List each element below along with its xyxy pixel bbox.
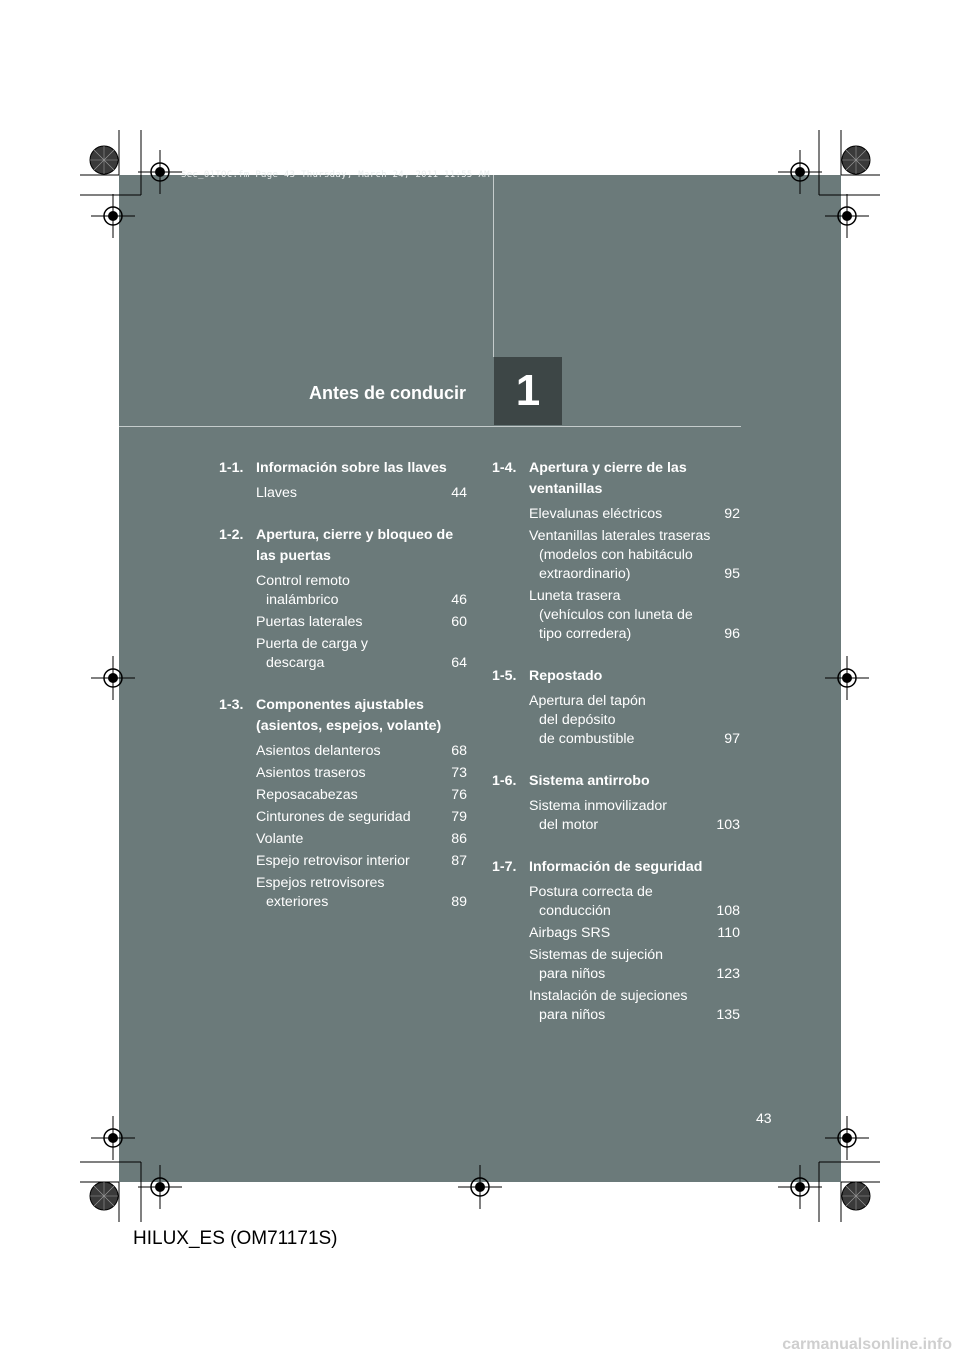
toc-entry-page: 95: [724, 566, 740, 582]
toc-entry-page: 68: [451, 743, 467, 759]
toc-entry-line: Control remoto: [256, 573, 350, 589]
toc-entry-line-text: extraordinario): [539, 566, 631, 582]
toc-entry-line: (vehículos con luneta de: [539, 607, 693, 623]
toc-entry-line: Sistema inmovilizador: [529, 798, 667, 814]
toc-entry-line: Sistemas de sujeción: [529, 947, 664, 963]
page-number: 43: [756, 1110, 772, 1126]
toc-entry-page: 44: [451, 485, 467, 501]
toc-entry-line-text: Llaves: [256, 485, 298, 501]
chapter-title: Antes de conducir: [308, 383, 466, 403]
toc-entry-line-text: Cinturones de seguridad: [256, 809, 411, 825]
footer-model-code: HILUX_ES (OM71171S): [133, 1228, 338, 1249]
toc-entry-line-text: Puertas laterales: [256, 614, 363, 630]
toc-entry-line-text: Espejo retrovisor interior: [256, 853, 410, 869]
toc-entry-page: 46: [451, 592, 467, 608]
chapter-number: 1: [515, 366, 541, 415]
toc-section-number: 1-7.: [492, 859, 517, 875]
toc-entry-page: 123: [716, 966, 740, 982]
toc-entry-line-text: Volante: [256, 831, 304, 847]
toc-entry-line-text: para niños: [539, 966, 606, 982]
toc-entry-page: 76: [451, 787, 467, 803]
toc-section-number: 1-2.: [219, 527, 244, 543]
toc-entry-line: Puerta de carga y: [256, 636, 368, 652]
toc-entry-page: 60: [451, 614, 467, 630]
toc-entry-line-text: Elevalunas eléctricos: [529, 506, 663, 522]
toc-entry-line-text: Asientos traseros: [256, 765, 366, 781]
toc-entry-page: 86: [451, 831, 467, 847]
toc-section-title: Apertura, cierre y bloqueo de las puertas: [256, 527, 454, 564]
toc-section-title: Sistema antirrobo: [529, 773, 650, 789]
toc-entry-page: 110: [717, 925, 740, 941]
toc-entry-line: Espejos retrovisores: [256, 875, 385, 891]
toc-entry-line-text: conducción: [539, 903, 611, 919]
toc-entry-line-text: Asientos delanteros: [256, 743, 381, 759]
toc-entry-line: Apertura del tapón: [529, 693, 646, 709]
toc-entry-line-text: del motor: [539, 817, 599, 833]
toc-entry-page: 135: [716, 1007, 740, 1023]
toc-entry-page: 103: [716, 817, 740, 833]
toc-entry-page: 97: [724, 731, 740, 747]
toc-entry-line-text: de combustible: [539, 731, 635, 747]
toc-entry-line-text: Reposacabezas: [256, 787, 358, 803]
toc-section-number: 1-3.: [219, 697, 244, 713]
toc-entry-line-text: tipo corredera): [539, 626, 632, 642]
toc-section-number: 1-5.: [492, 668, 517, 684]
toc-entry-line: Ventanillas laterales traseras: [529, 528, 711, 544]
toc-section-number: 1-6.: [492, 773, 517, 789]
toc-entry-line-text: exteriores: [266, 894, 329, 910]
toc-section-title: Apertura y cierre de las ventanillas: [529, 460, 687, 497]
toc-entry-line: Postura correcta de: [529, 884, 653, 900]
toc-entry-page: 108: [716, 903, 740, 919]
toc-section-title: Información sobre las llaves: [256, 460, 447, 476]
toc-section-title: Repostado: [529, 668, 603, 684]
toc-entry-page: 92: [724, 506, 740, 522]
toc-entry-line-text: para niños: [539, 1007, 606, 1023]
toc-entry-line: (modelos con habitáculo: [539, 547, 693, 563]
toc-entry-page: 73: [451, 765, 467, 781]
toc-section-number: 1-4.: [492, 460, 517, 476]
toc-section-title: Componentes ajustables (asientos, espejos, volante): [256, 697, 442, 734]
watermark: carmanualsonline.info: [782, 1336, 952, 1353]
toc-entry-line-text: inalámbrico: [266, 592, 339, 608]
toc-entry-line-text: Airbags SRS: [529, 925, 611, 941]
toc-entry-page: 96: [724, 626, 740, 642]
toc-entry-page: 87: [451, 853, 467, 869]
print-run-header: Sec_01TOC.fm Page 43 Thursday, March 24, 2011 11:55 AM: [181, 170, 490, 180]
toc-entry-page: 89: [451, 894, 467, 910]
toc-section-number: 1-1.: [219, 460, 244, 476]
toc-entry-line-text: descarga: [266, 655, 325, 671]
toc-entry-line: Luneta trasera: [529, 588, 621, 604]
toc-entry-line: Instalación de sujeciones: [529, 988, 688, 1004]
toc-entry-page: 64: [451, 655, 467, 671]
toc-entry-line: del depósito: [539, 712, 616, 728]
toc-section-title: Información de seguridad: [529, 859, 703, 875]
toc-entry-page: 79: [451, 809, 467, 825]
